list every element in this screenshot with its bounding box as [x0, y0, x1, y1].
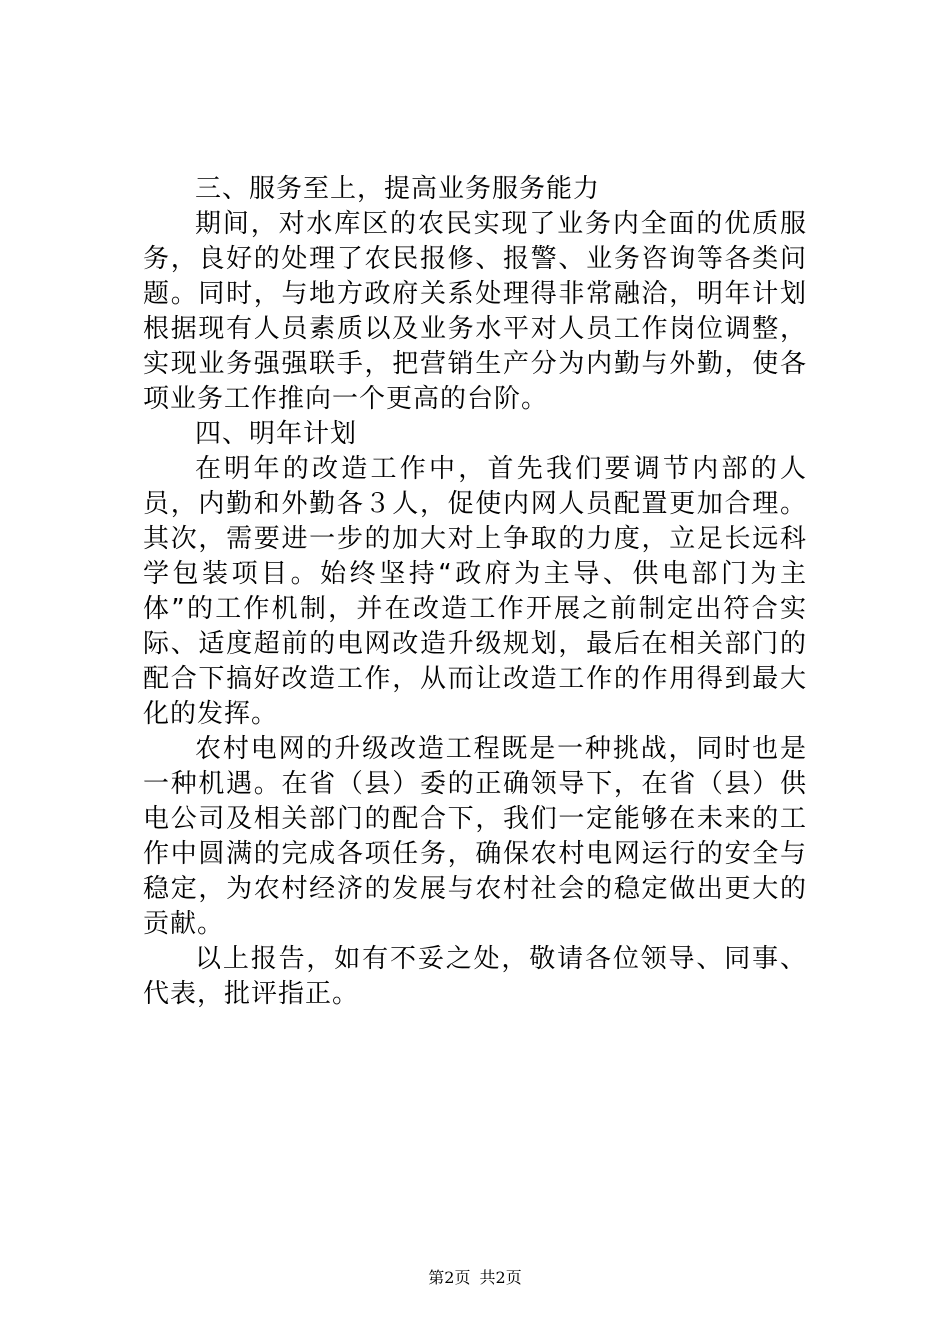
paragraph-closing: 以上报告，如有不妥之处，敬请各位领导、同事、代表，批评指正。 [143, 944, 807, 1009]
section-heading-service: 三、服务至上，提高业务服务能力 [195, 174, 601, 204]
section-heading-plan: 四、明年计划 [195, 419, 358, 449]
paragraph-plan: 在明年的改造工作中，首先我们要调节内部的人员，内勤和外勤各３人，促使内网人员配置更加合理。其次，需要进一步的加大对上争取的力度，立足长远科学包装项目。始终坚持“政府为主导、供电部门为主体”的工作机制，并在改造工作开展之前制定出符合实际、适度超前的电网改造升级规划，最后在相关部门的配合下搞好改造工作，从而让改造工作的作用得到最大化的发挥。 [143, 454, 807, 729]
paragraph-service: 期间，对水库区的农民实现了业务内全面的优质服务，良好的处理了农民报修、报警、业务咨询等各类问题。同时，与地方政府关系处理得非常融洽，明年计划根据现有人员素质以及业务水平对人员工作岗位调整，实现业务强强联手，把营销生产分为内勤与外勤，使各项业务工作推向一个更高的台阶。 [143, 209, 807, 414]
page-number: 第2页 [428, 1268, 471, 1287]
page-total: 共2页 [479, 1268, 522, 1287]
paragraph-upgrade: 农村电网的升级改造工程既是一种挑战，同时也是一种机遇。在省（县）委的正确领导下，在省（县）供电公司及相关部门的配合下，我们一定能够在未来的工作中圆满的完成各项任务，确保农村电网运行的安全与稳定，为农村经济的发展与农村社会的稳定做出更大的贡献。 [143, 734, 807, 939]
document-body [143, 172, 807, 1012]
page-footer [0, 1268, 950, 1288]
